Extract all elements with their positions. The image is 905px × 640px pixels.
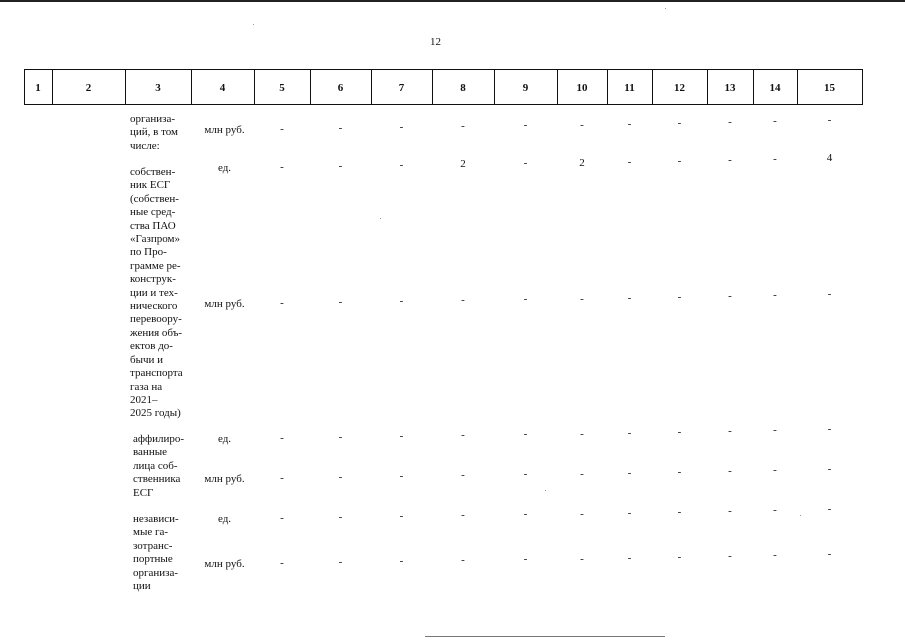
column-number-11: 11 (624, 82, 635, 94)
unit-cell: млн руб. (204, 558, 245, 570)
scan-top-edge (0, 0, 905, 2)
value-cell-col-14: - (773, 548, 777, 561)
value-cell-col-15: - (827, 288, 832, 300)
value-cell-col-15: - (827, 548, 832, 560)
value-cell-col-6: - (338, 471, 343, 484)
column-number-5: 5 (279, 82, 285, 94)
value-cell-col-7: - (399, 295, 404, 308)
value-cell-col-5: - (280, 123, 284, 135)
header-column-divider (254, 69, 255, 105)
value-cell-col-13: - (728, 289, 732, 302)
header-column-divider (607, 69, 608, 105)
column-number-14: 14 (769, 82, 781, 94)
value-cell-col-8: - (461, 429, 465, 442)
column-number-8: 8 (460, 82, 466, 94)
unit-cell: ед. (217, 513, 232, 525)
value-cell-col-5: - (280, 472, 284, 484)
value-cell-col-10: - (580, 507, 584, 520)
value-cell-col-12: - (677, 290, 682, 303)
row-label: собствен- ник ЕСГ (собствен- ные сред- ства ПАО «Газпром» по Про- грамме ре- конструк- ции и тех- нического перевоору- жения объ- ектов до- бычи и транспорта газа на 2021– 2025 годы) (130, 166, 183, 420)
value-cell-col-9: - (523, 468, 528, 481)
header-column-divider (432, 69, 433, 105)
column-number-10: 10 (576, 82, 588, 94)
value-cell-col-13: - (728, 115, 732, 128)
value-cell-col-14: - (773, 114, 777, 127)
value-cell-col-11: - (627, 426, 632, 439)
value-cell-col-8: 2 (460, 158, 466, 171)
value-cell-col-8: - (461, 294, 465, 307)
value-cell-col-6: - (338, 511, 343, 524)
page-number: 12 (430, 36, 441, 48)
value-cell-col-11: - (627, 117, 632, 130)
value-cell-col-10: 2 (579, 156, 585, 169)
value-cell-col-14: - (773, 503, 777, 516)
table-header-bottom-border (24, 104, 862, 105)
value-cell-col-7: - (399, 121, 404, 134)
value-cell-col-14: - (773, 423, 777, 436)
value-cell-col-10: - (580, 292, 584, 305)
value-cell-col-12: - (677, 505, 682, 518)
value-cell-col-14: - (773, 288, 777, 301)
value-cell-col-6: - (338, 122, 343, 135)
header-column-divider (707, 69, 708, 105)
unit-cell: ед. (217, 162, 232, 174)
value-cell-col-15: 4 (826, 152, 833, 164)
value-cell-col-7: - (399, 510, 404, 523)
value-cell-col-14: - (773, 152, 777, 165)
column-number-4: 4 (219, 82, 226, 94)
value-cell-col-5: - (280, 512, 284, 524)
value-cell-col-13: - (728, 504, 732, 517)
header-column-divider (494, 69, 495, 105)
column-number-1: 1 (35, 82, 41, 94)
value-cell-col-6: - (338, 160, 343, 173)
value-cell-col-15: - (827, 503, 832, 515)
value-cell-col-15: - (827, 463, 832, 475)
header-column-divider (753, 69, 754, 105)
column-number-3: 3 (155, 82, 161, 94)
value-cell-col-7: - (399, 470, 404, 483)
row-label: аффилиро- ванные лица соб- ственника ЕСГ (133, 433, 184, 499)
scan-speck (665, 8, 666, 9)
value-cell-col-5: - (280, 161, 284, 173)
value-cell-col-11: - (627, 291, 632, 304)
value-cell-col-7: - (399, 430, 404, 443)
header-column-divider (557, 69, 558, 105)
value-cell-col-5: - (280, 297, 284, 309)
value-cell-col-12: - (677, 425, 682, 438)
row-label: организа- ций, в том числе: (130, 113, 179, 152)
value-cell-col-7: - (399, 159, 404, 172)
value-cell-col-15: - (827, 114, 832, 126)
value-cell-col-8: - (461, 509, 465, 522)
unit-cell: млн руб. (204, 473, 245, 485)
header-column-divider (191, 69, 192, 105)
value-cell-col-12: - (677, 154, 682, 167)
value-cell-col-15: - (827, 423, 832, 435)
value-cell-col-12: - (677, 465, 682, 478)
value-cell-col-13: - (728, 464, 732, 477)
value-cell-col-5: - (280, 432, 284, 444)
header-column-divider (862, 69, 863, 105)
value-cell-col-6: - (338, 296, 343, 309)
value-cell-col-13: - (728, 153, 732, 166)
scan-speck (380, 218, 381, 219)
row-label: независи- мые га- зотранс- портные организа- ции (133, 513, 179, 593)
value-cell-col-5: - (280, 557, 284, 569)
header-column-divider (371, 69, 372, 105)
value-cell-col-11: - (627, 155, 632, 168)
value-cell-col-12: - (677, 550, 682, 563)
value-cell-col-9: - (523, 428, 528, 441)
value-cell-col-8: - (461, 120, 465, 133)
value-cell-col-11: - (627, 506, 632, 519)
scan-speck (545, 490, 546, 491)
value-cell-col-11: - (627, 551, 632, 564)
value-cell-col-10: - (580, 118, 584, 131)
value-cell-col-10: - (580, 427, 584, 440)
table-header-top-border (24, 69, 862, 70)
header-column-divider (125, 69, 126, 105)
value-cell-col-9: - (523, 508, 528, 521)
column-number-12: 12 (674, 82, 685, 94)
column-number-7: 7 (398, 82, 405, 94)
value-cell-col-6: - (338, 556, 343, 569)
column-number-13: 13 (724, 82, 736, 94)
unit-cell: млн руб. (204, 124, 245, 136)
value-cell-col-14: - (773, 463, 777, 476)
value-cell-col-13: - (728, 549, 732, 562)
value-cell-col-10: - (580, 552, 584, 565)
value-cell-col-13: - (728, 424, 732, 437)
column-number-15: 15 (824, 82, 835, 94)
column-number-2: 2 (85, 82, 92, 94)
unit-cell: млн руб. (204, 298, 245, 310)
value-cell-col-9: - (523, 553, 528, 566)
header-column-divider (24, 69, 25, 105)
value-cell-col-7: - (399, 555, 404, 568)
unit-cell: ед. (217, 433, 232, 445)
scan-speck (800, 515, 801, 516)
column-number-6: 6 (337, 82, 344, 94)
value-cell-col-10: - (580, 467, 584, 480)
value-cell-col-8: - (461, 469, 465, 482)
value-cell-col-11: - (627, 466, 632, 479)
value-cell-col-6: - (338, 431, 343, 444)
value-cell-col-9: - (523, 293, 528, 306)
value-cell-col-9: - (523, 157, 528, 170)
header-column-divider (652, 69, 653, 105)
header-column-divider (310, 69, 311, 105)
column-number-9: 9 (522, 82, 529, 94)
value-cell-col-9: - (523, 119, 528, 132)
value-cell-col-12: - (677, 116, 682, 129)
header-column-divider (52, 69, 53, 105)
scan-speck (253, 24, 254, 25)
scan-bottom-edge (425, 636, 665, 637)
value-cell-col-8: - (461, 554, 465, 567)
header-column-divider (797, 69, 798, 105)
